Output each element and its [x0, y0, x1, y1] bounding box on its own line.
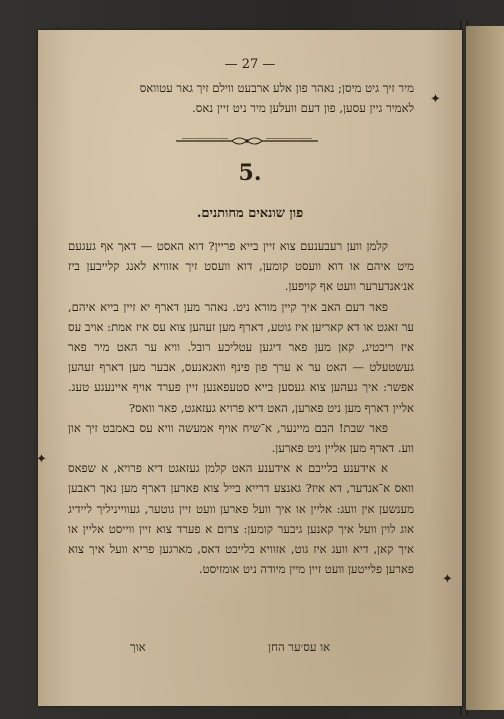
- ornamental-divider: [172, 134, 322, 148]
- margin-mark-icon: ✦: [430, 92, 441, 107]
- margin-mark-icon: ✦: [36, 452, 47, 467]
- paragraph: א אידענע בלייבם א אידענע האט קלמן געזאגט דיא פרויא, א שפאס וואס א־אנדער, דא איז? גאנצע דרייא בייל צוא פארען דארף מען נאך ראבען מענשען אין וועג: אליין או איך וועל פארען וועט זיין גוטער, געווייניליך ליידיג אוג לוין וועל איך קאנען גיבער קומען: צרום א פערד צוא זיין ווייסט אליין או איך קאן, דיא וועג איז גוט, אזוויא בלייבט דאס, מארגען פריא וועל איך צוא פארען פלייטען וועט זיין מיין מיודה ניט אומזיסט.: [68, 461, 414, 577]
- paragraph: קלמן ווען רעבענעם צוא זיין בייא פריין? דוא האסט — דאך אף געגעם מיט איהם או דוא וועסט קומען, דוא וועסט זיך אזוויא לאנג קלייבען ביז אנ׳אנדערער וועט אף קויפען.: [68, 239, 414, 294]
- facing-page-edge: [466, 26, 504, 710]
- carryover-text: [68, 78, 414, 118]
- chapter-title: פון שונאים מחותנים.: [196, 206, 304, 221]
- margin-mark-icon: ✦: [442, 572, 453, 587]
- catchword-left: אוך: [130, 640, 146, 654]
- catchword-right: או עס׳ער החן: [268, 640, 330, 654]
- paragraph: פאר שבת! הבם מיינער, א־שיח אויף אמעשה וויא עס באמבט זיך און ווע. דארף מען אליין ניט פארען.: [68, 420, 414, 456]
- chapter-body: [68, 236, 414, 579]
- text-line: לאמיר גיין עסען, פון דעם וועלען מיר ניט זיין נאס.: [192, 101, 414, 116]
- chapter-number: 5.: [238, 160, 262, 186]
- paragraph: פאר דעם האב איך קיין מורא ניט. נאהר מען דארף יא זיין בייא איהם, ער זאגט או דא קאריען איז גוטע, דארף מען זעהען צוא עס איז אמת: אויב עס איז ריכטיג, קאן מען פאר דיגען עטליכע רובל. וויא ער האט מיר פאר געשטעלט — האט ער א ערך פון פינף וואגאנעס, אבער מען דארף זעהען אפשר: איך געהען צוא געסען בייא סטעפאנען זיין פערד אויף איינעגע טעג. אליין דארף מען ניט פארען, האט דיא פרויא געזאגט, פאר וואס?: [68, 299, 414, 415]
- text-line: מיר זיך גיט מיסן; נאהר פון אלע ארבעט ווילם זיך גאר עטוואס: [139, 81, 414, 95]
- catchword-line: [130, 640, 330, 654]
- page-number: — 27 —: [224, 57, 276, 72]
